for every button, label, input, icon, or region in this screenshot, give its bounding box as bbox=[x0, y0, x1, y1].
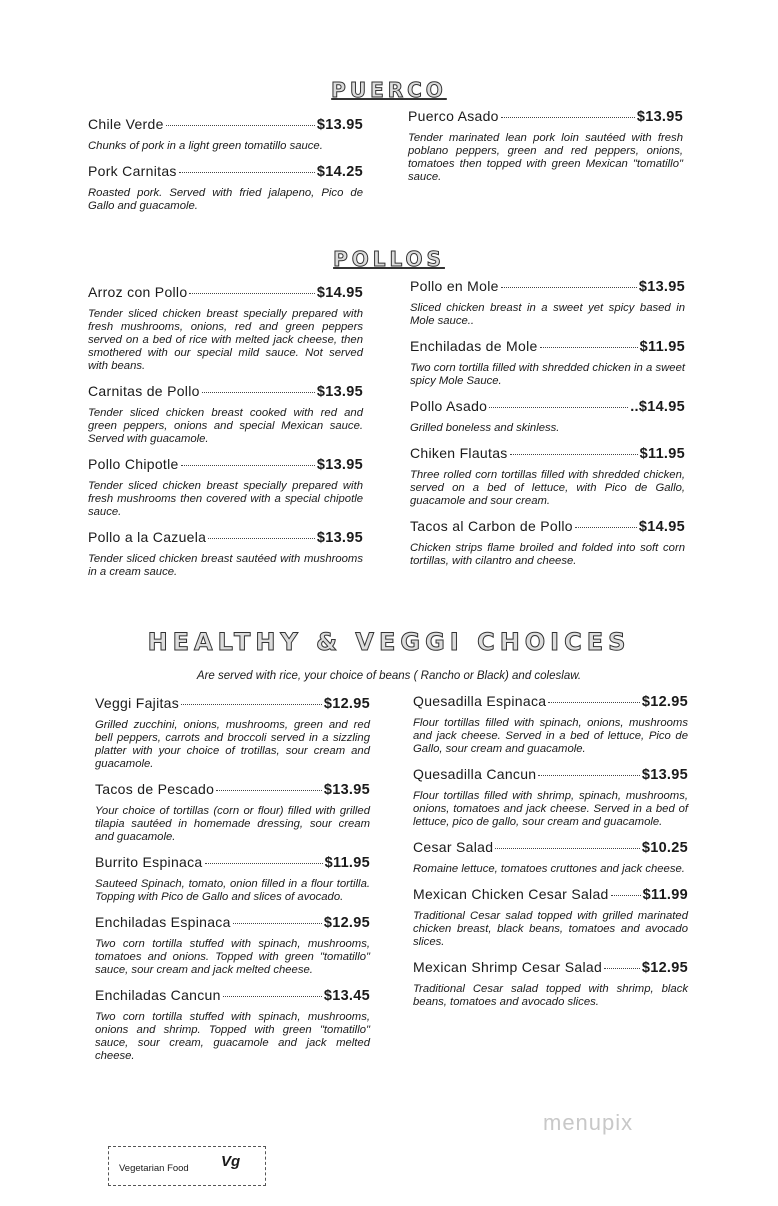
item-name: Chiken Flautas bbox=[410, 445, 508, 461]
item-description: Grilled zucchini, onions, mushrooms, green and red bell peppers, carrots and broccoli served in a sizzling platter with your choice of trotillas, sour cream and guacamole. bbox=[95, 719, 370, 770]
menu-item-title-row bbox=[413, 766, 688, 783]
menu-item bbox=[410, 445, 685, 508]
menu-item-title-row bbox=[413, 886, 688, 903]
item-name: Enchiladas Espinaca bbox=[95, 914, 231, 930]
item-description: Chicken strips flame broiled and folded into soft corn tortillas, with cilantro and cheese. bbox=[410, 542, 685, 567]
item-name: Mexican Shrimp Cesar Salad bbox=[413, 959, 603, 975]
item-description: Romaine lettuce, tomatoes cruttones and jack cheese. bbox=[413, 863, 685, 875]
vegetarian-icon: Vg bbox=[221, 1153, 241, 1170]
item-description: Tender sliced chicken breast cooked with red and green peppers, onions and special Mexican sauce. Served with guacamole. bbox=[88, 407, 363, 445]
item-price: $14.95 bbox=[316, 285, 363, 301]
dot-leader bbox=[604, 968, 640, 969]
menu-item bbox=[413, 959, 688, 1009]
menu-item-title-row bbox=[88, 163, 363, 180]
item-name: Tacos al Carbon de Pollo bbox=[410, 518, 573, 534]
menu-item bbox=[88, 163, 363, 213]
menu-item-title-row bbox=[95, 781, 370, 798]
item-price: $12.95 bbox=[323, 696, 370, 712]
item-name: Pollo a la Cazuela bbox=[88, 529, 207, 545]
menu-item bbox=[88, 116, 363, 153]
menu-item bbox=[413, 766, 688, 829]
section-title-text: POLLOS bbox=[333, 247, 445, 271]
item-price: $12.95 bbox=[323, 915, 370, 931]
item-price: $13.95 bbox=[636, 109, 683, 125]
menu-item-title-row bbox=[410, 338, 685, 355]
item-name: Quesadilla Cancun bbox=[413, 766, 537, 782]
item-description: Three rolled corn tortillas filled with shredded chicken, served on a bed of lettuce, with Pico de Gallo, guacamole and sour cream. bbox=[410, 469, 685, 507]
dot-leader bbox=[233, 923, 322, 924]
dot-leader bbox=[208, 538, 315, 539]
item-description: Two corn tortilla filled with shredded chicken in a sweet spicy Mole Sauce. bbox=[410, 362, 685, 387]
menu-item bbox=[88, 529, 363, 579]
menu-item-title-row bbox=[410, 398, 685, 415]
item-name: Tacos de Pescado bbox=[95, 781, 215, 797]
item-name: Pollo Asado bbox=[410, 398, 488, 414]
legend-label: Vegetarian Food bbox=[119, 1163, 189, 1174]
item-price: $12.95 bbox=[641, 960, 688, 976]
dot-leader bbox=[205, 863, 323, 864]
item-price: $11.95 bbox=[324, 855, 370, 871]
item-price: $13.95 bbox=[316, 384, 363, 400]
menu-item bbox=[410, 518, 685, 568]
veggi-right-column bbox=[413, 693, 688, 1019]
puerco-right-column bbox=[408, 108, 683, 194]
item-price: $13.95 bbox=[316, 530, 363, 546]
item-name: Pollo en Mole bbox=[410, 278, 499, 294]
item-description: Tender marinated lean pork loin sautéed with fresh poblano peppers, green and red peppers, onions, tomatoes then topped with green Mexican "tomatillo" sauce. bbox=[408, 132, 683, 183]
dot-leader bbox=[223, 996, 322, 997]
menu-item-title-row bbox=[408, 108, 683, 125]
menu-item-title-row bbox=[88, 284, 363, 301]
item-price: $13.95 bbox=[323, 782, 370, 798]
item-name: Enchiladas Cancun bbox=[95, 987, 221, 1003]
menu-item bbox=[408, 108, 683, 184]
menu-item-title-row bbox=[410, 278, 685, 295]
menu-item bbox=[95, 854, 370, 904]
dot-leader bbox=[166, 125, 315, 126]
menu-item-title-row bbox=[95, 914, 370, 931]
item-price: $11.95 bbox=[639, 446, 685, 462]
item-description: Tender sliced chicken breast specially prepared with fresh mushrooms then covered with a special chipotle sauce. bbox=[88, 480, 363, 518]
veggi-left-column bbox=[95, 695, 370, 1073]
menu-item bbox=[95, 914, 370, 977]
item-description: Your choice of tortillas (corn or flour) filled with grilled tilapia sautéed in homemade dressing, sour cream and guacamole. bbox=[95, 805, 370, 843]
menu-item bbox=[95, 987, 370, 1063]
menu-item-title-row bbox=[88, 529, 363, 546]
dot-leader bbox=[611, 895, 641, 896]
menu-item bbox=[410, 398, 685, 435]
menu-item-title-row bbox=[88, 456, 363, 473]
item-price: $13.95 bbox=[641, 767, 688, 783]
item-name: Puerco Asado bbox=[408, 108, 499, 124]
item-name: Veggi Fajitas bbox=[95, 695, 180, 711]
item-price: $13.95 bbox=[638, 279, 685, 295]
menu-item-title-row bbox=[95, 695, 370, 712]
dot-leader bbox=[538, 775, 639, 776]
menu-item-title-row bbox=[413, 839, 688, 856]
item-name: Burrito Espinaca bbox=[95, 854, 203, 870]
item-description: Tender sliced chicken breast specially prepared with fresh mushrooms, onions, red and green peppers served on a bed of rice with melted jack cheese, then smothered with our special mild sauce. Not served with beans. bbox=[88, 308, 363, 372]
section-title-text: PUERCO bbox=[331, 78, 447, 102]
item-description: Roasted pork. Served with fried jalapeno, Pico de Gallo and guacamole. bbox=[88, 187, 363, 212]
menu-item-title-row bbox=[88, 383, 363, 400]
item-name: Enchiladas de Mole bbox=[410, 338, 538, 354]
item-description: Two corn tortilla stuffed with spinach, mushrooms, onions and shrimp. Topped with green "tomatillo" sauce, sour cream, guacamole and jack melted cheese. bbox=[95, 1011, 370, 1062]
dot-leader bbox=[216, 790, 322, 791]
dot-leader bbox=[501, 117, 635, 118]
item-price: $14.95 bbox=[638, 519, 685, 535]
pollos-left-column bbox=[88, 284, 363, 589]
item-description: Tender sliced chicken breast sautéed with mushrooms in a cream sauce. bbox=[88, 553, 363, 578]
item-name: Chile Verde bbox=[88, 116, 164, 132]
menu-item bbox=[88, 284, 363, 373]
item-name: Pollo Chipotle bbox=[88, 456, 179, 472]
menu-item bbox=[95, 781, 370, 844]
menu-item bbox=[410, 338, 685, 388]
item-price: $10.25 bbox=[641, 840, 688, 856]
item-description: Sliced chicken breast in a sweet yet spicy based in Mole sauce.. bbox=[410, 302, 685, 327]
dot-leader bbox=[501, 287, 637, 288]
dot-leader bbox=[189, 293, 314, 294]
item-name: Quesadilla Espinaca bbox=[413, 693, 547, 709]
item-name: Arroz con Pollo bbox=[88, 284, 188, 300]
menu-item-title-row bbox=[413, 693, 688, 710]
menu-item-title-row bbox=[95, 987, 370, 1004]
menu-item-title-row bbox=[95, 854, 370, 871]
menu-item bbox=[88, 456, 363, 519]
item-price: $11.95 bbox=[639, 339, 685, 355]
menu-item bbox=[95, 695, 370, 771]
pollos-right-column bbox=[410, 278, 685, 578]
item-price: $12.95 bbox=[641, 694, 688, 710]
item-price: $11.99 bbox=[642, 887, 688, 903]
item-description: Chunks of pork in a light green tomatillo sauce. bbox=[88, 140, 323, 152]
item-price: $13.45 bbox=[323, 988, 370, 1004]
item-description: Traditional Cesar salad topped with shrimp, black beans, tomatoes and avocado slices. bbox=[413, 983, 688, 1008]
menu-item bbox=[88, 383, 363, 446]
dot-leader bbox=[202, 392, 315, 393]
item-price: $13.95 bbox=[316, 457, 363, 473]
menu-item-title-row bbox=[410, 518, 685, 535]
menu-item bbox=[413, 886, 688, 949]
dot-leader bbox=[575, 527, 637, 528]
menu-item-title-row bbox=[410, 445, 685, 462]
item-name: Mexican Chicken Cesar Salad bbox=[413, 886, 609, 902]
section-title-veggi bbox=[0, 628, 778, 656]
dot-leader bbox=[540, 347, 638, 348]
section-title-text: HEALTHY & VEGGI CHOICES bbox=[147, 628, 631, 656]
dot-leader bbox=[510, 454, 638, 455]
section-title-pollos bbox=[0, 247, 778, 271]
item-name: Cesar Salad bbox=[413, 839, 494, 855]
section-subtitle: Are served with rice, your choice of beans ( Rancho or Black) and coleslaw. bbox=[196, 670, 582, 682]
item-description: Grilled boneless and skinless. bbox=[410, 422, 560, 434]
dot-leader bbox=[548, 702, 640, 703]
item-price: $13.95 bbox=[316, 117, 363, 133]
item-name: Pork Carnitas bbox=[88, 163, 177, 179]
menu-item bbox=[413, 693, 688, 756]
item-description: Traditional Cesar salad topped with grilled marinated chicken breast, black beans, tomatoes and avocado slices. bbox=[413, 910, 688, 948]
watermark: menupix bbox=[543, 1110, 634, 1135]
menu-item-title-row bbox=[413, 959, 688, 976]
dot-leader bbox=[181, 704, 322, 705]
item-name: Carnitas de Pollo bbox=[88, 383, 200, 399]
dot-leader bbox=[181, 465, 315, 466]
dot-leader bbox=[489, 407, 628, 408]
puerco-left-column bbox=[88, 116, 363, 223]
item-description: Sauteed Spinach, tomato, onion filled in a flour tortilla. Topping with Pico de Gallo and slices of avocado. bbox=[95, 878, 370, 903]
item-price: ..$14.95 bbox=[630, 399, 685, 415]
vegetarian-legend bbox=[108, 1146, 266, 1186]
item-description: Flour tortillas filled with shrimp, spinach, mushrooms, onions, tomatoes and jack cheese. Served in a bed of lettuce, pico de gallo, sour cream and guacamole. bbox=[413, 790, 688, 828]
dot-leader bbox=[495, 848, 640, 849]
menu-item-title-row bbox=[88, 116, 363, 133]
menu-item bbox=[410, 278, 685, 328]
menu-item bbox=[413, 839, 688, 876]
item-description: Two corn tortilla stuffed with spinach, mushrooms, tomatoes and onions. Topped with green "tomatillo" sauce, sour cream and jack melted cheese. bbox=[95, 938, 370, 976]
dot-leader bbox=[179, 172, 315, 173]
item-price: $14.25 bbox=[316, 164, 363, 180]
section-title-puerco bbox=[0, 78, 778, 102]
item-description: Flour tortillas filled with spinach, onions, mushrooms and jack cheese. Served in a bed of lettuce, Pico de Gallo, sour cream and guacamole. bbox=[413, 717, 688, 755]
